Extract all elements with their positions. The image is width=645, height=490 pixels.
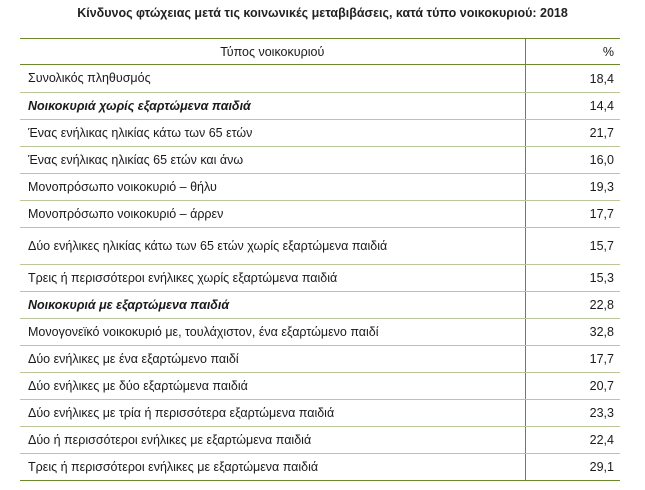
row-label: Δύο ενήλικες με ένα εξαρτώμενο παιδί bbox=[20, 346, 525, 373]
header-household-type: Τύπος νοικοκυριού bbox=[20, 39, 525, 65]
row-value: 22,8 bbox=[525, 292, 620, 319]
table-title: Κίνδυνος φτώχειας μετά τις κοινωνικές μεταβιβάσεις, κατά τύπο νοικοκυριού: 2018 bbox=[77, 6, 568, 20]
table-group-row bbox=[20, 93, 620, 120]
row-label: Δύο ενήλικες με δύο εξαρτώμενα παιδιά bbox=[20, 373, 525, 400]
row-label: Τρεις ή περισσότεροι ενήλικες με εξαρτώμενα παιδιά bbox=[20, 454, 525, 481]
row-label: Ένας ενήλικας ηλικίας 65 ετών και άνω bbox=[20, 147, 525, 174]
table-row bbox=[20, 373, 620, 400]
table-row bbox=[20, 201, 620, 228]
group-label: Νοικοκυριά με εξαρτώμενα παιδιά bbox=[20, 292, 525, 319]
row-value: 14,4 bbox=[525, 93, 620, 120]
row-value: 23,3 bbox=[525, 400, 620, 427]
table-row bbox=[20, 400, 620, 427]
table-row bbox=[20, 147, 620, 174]
table-row bbox=[20, 265, 620, 292]
row-value: 15,7 bbox=[525, 228, 620, 265]
row-value: 21,7 bbox=[525, 120, 620, 147]
table-row bbox=[20, 454, 620, 481]
row-value: 17,7 bbox=[525, 346, 620, 373]
row-value: 22,4 bbox=[525, 427, 620, 454]
row-value: 32,8 bbox=[525, 319, 620, 346]
table-row bbox=[20, 427, 620, 454]
row-label: Τρεις ή περισσότεροι ενήλικες χωρίς εξαρτώμενα παιδιά bbox=[20, 265, 525, 292]
row-label: Μονοπρόσωπο νοικοκυριό – θήλυ bbox=[20, 174, 525, 201]
row-value: 20,7 bbox=[525, 373, 620, 400]
row-label: Μονογονεϊκό νοικοκυριό με, τουλάχιστον, ένα εξαρτώμενο παιδί bbox=[20, 319, 525, 346]
row-value: 19,3 bbox=[525, 174, 620, 201]
row-value: 16,0 bbox=[525, 147, 620, 174]
table-row bbox=[20, 120, 620, 147]
table-row bbox=[20, 346, 620, 373]
poverty-risk-table bbox=[20, 39, 620, 480]
row-value: 17,7 bbox=[525, 201, 620, 228]
table-row bbox=[20, 65, 620, 93]
row-value: 15,3 bbox=[525, 265, 620, 292]
row-value: 18,4 bbox=[525, 65, 620, 93]
row-value: 29,1 bbox=[589, 460, 614, 474]
row-label: Δύο ενήλικες ηλικίας κάτω των 65 ετών χωρίς εξαρτώμενα παιδιά bbox=[20, 228, 525, 265]
table-row bbox=[20, 174, 620, 201]
row-label: Δύο ενήλικες με τρία ή περισσότερα εξαρτώμενα παιδιά bbox=[20, 400, 525, 427]
table-header-row bbox=[20, 39, 620, 65]
group-label: Νοικοκυριά χωρίς εξαρτώμενα παιδιά bbox=[20, 93, 525, 120]
row-label: Συνολικός πληθυσμός bbox=[20, 65, 525, 93]
table-group-row bbox=[20, 292, 620, 319]
row-label: Ένας ενήλικας ηλικίας κάτω των 65 ετών bbox=[20, 120, 525, 147]
header-percent: % bbox=[525, 39, 620, 65]
data-table-container bbox=[20, 38, 620, 481]
table-row bbox=[20, 228, 620, 265]
row-label: Μονοπρόσωπο νοικοκυριό – άρρεν bbox=[20, 201, 525, 228]
row-label: Δύο ή περισσότεροι ενήλικες με εξαρτώμενα παιδιά bbox=[20, 427, 525, 454]
table-row bbox=[20, 319, 620, 346]
